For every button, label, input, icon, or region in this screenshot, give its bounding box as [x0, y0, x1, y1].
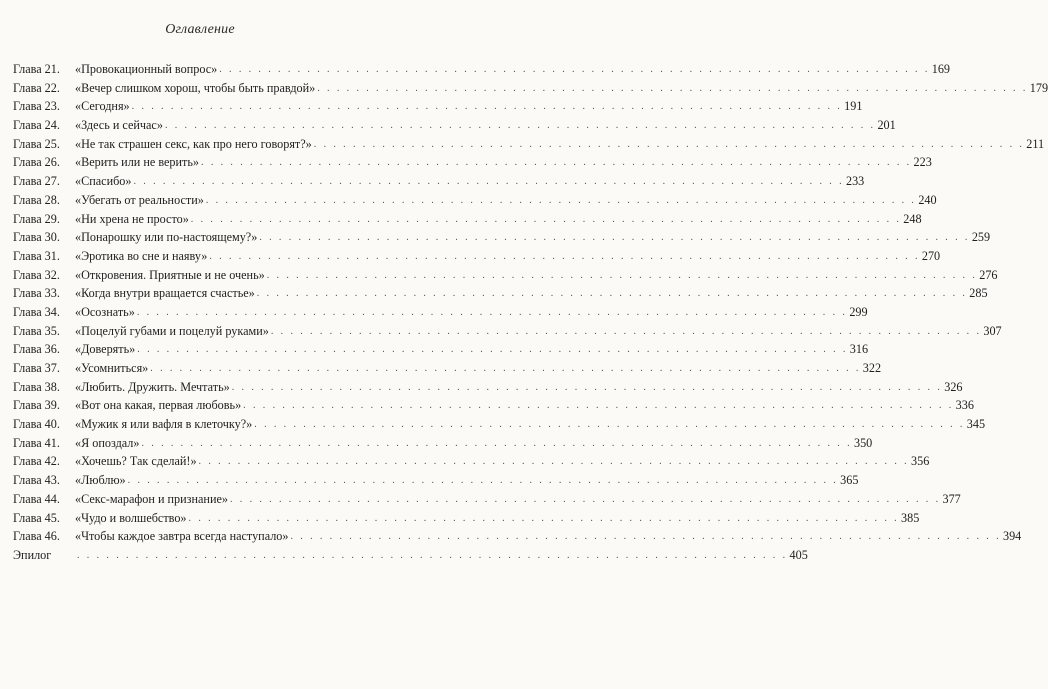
toc-entry-page: 326 [944, 379, 963, 394]
toc-entry-page: 248 [903, 211, 922, 226]
toc-entry-label: Глава 24. [13, 118, 60, 133]
toc-entry-page: 276 [979, 267, 998, 282]
toc-leader-dots [254, 416, 965, 435]
toc-entry-label: Глава 46. [13, 529, 60, 544]
toc-entry-title: «Сегодня» [75, 99, 130, 114]
toc-entry-page: 307 [983, 323, 1002, 338]
toc-leader-dots [137, 341, 848, 360]
toc-entry-page: 394 [1002, 529, 1022, 544]
toc-leader-dots [290, 528, 1001, 547]
toc-entry-chapter-30[interactable] [13, 228, 991, 247]
toc-entry-chapter-28[interactable] [13, 191, 937, 210]
toc-entry-chapter-21[interactable] [13, 60, 950, 79]
toc-entry-chapter-36[interactable] [13, 340, 869, 359]
toc-entry-page: 385 [901, 510, 920, 525]
toc-leader-dots [243, 397, 954, 416]
toc-entry-label: Глава 36. [13, 342, 60, 357]
toc-entry-chapter-43[interactable] [13, 471, 859, 490]
toc-entry-page: 270 [921, 248, 941, 263]
toc-entry-label: Глава 41. [13, 435, 60, 450]
toc-entry-chapter-44[interactable] [13, 490, 961, 509]
toc-entry-page: 299 [849, 304, 868, 319]
toc-leader-dots [267, 267, 978, 286]
toc-entry-chapter-22[interactable] [13, 79, 1048, 98]
toc-entry-title: «Здесь и сейчас» [75, 118, 163, 133]
toc-entry-label: Глава 42. [13, 454, 60, 469]
toc-entry-epilogue[interactable] [13, 546, 808, 565]
toc-entry-page: 259 [971, 230, 991, 245]
toc-entry-chapter-26[interactable] [13, 153, 932, 172]
toc-leader-dots [137, 304, 848, 323]
toc-entry-label: Глава 28. [13, 192, 60, 207]
toc-entry-chapter-37[interactable] [13, 359, 882, 378]
toc-entry-title: «Не так страшен секс, как про него говорят?» [75, 136, 312, 151]
toc-entry-title: «Я опоздал» [75, 435, 140, 450]
toc-leader-dots [199, 453, 910, 472]
toc-entry-chapter-29[interactable] [13, 210, 922, 229]
toc-entry-label: Глава 25. [13, 136, 60, 151]
toc-leader-dots [133, 173, 844, 192]
toc-leader-dots [206, 192, 917, 211]
toc-entry-label: Глава 22. [13, 80, 60, 95]
toc-leader-dots [271, 323, 982, 342]
toc-entry-chapter-34[interactable] [13, 303, 868, 322]
toc-entry-chapter-32[interactable] [13, 266, 998, 285]
toc-entry-title: «Спасибо» [75, 174, 132, 189]
toc-entry-title: «Мужик я или вафля в клеточку?» [75, 417, 253, 432]
toc-entry-title: «Ни хрена не просто» [75, 211, 189, 226]
toc-entry-title: «Хочешь? Так сделай!» [75, 454, 197, 469]
toc-entry-title: «Убегать от реальности» [75, 192, 204, 207]
toc-entry-page: 345 [966, 417, 986, 432]
table-of-contents [13, 60, 1048, 565]
toc-entry-title: «Любить. Дружить. Мечтать» [75, 379, 230, 394]
toc-entry-page: 336 [955, 398, 974, 413]
toc-entry-title: «Эротика во сне и наяву» [75, 248, 208, 263]
toc-entry-label: Глава 43. [13, 473, 60, 488]
toc-entry-page: 377 [942, 491, 961, 506]
toc-entry-chapter-41[interactable] [13, 434, 873, 453]
toc-entry-title: «Люблю» [75, 473, 126, 488]
toc-entry-page: 169 [931, 62, 950, 76]
toc-entry-chapter-45[interactable] [13, 509, 920, 528]
toc-entry-label: Глава 23. [13, 99, 60, 114]
toc-entry-label: Глава 45. [13, 510, 60, 525]
toc-entry-page: 191 [844, 99, 863, 114]
toc-entry-title: «Вот она какая, первая любовь» [75, 398, 242, 413]
toc-entry-chapter-35[interactable] [13, 322, 1002, 341]
toc-entry-label: Глава 21. [13, 62, 60, 76]
toc-entry-label: Глава 26. [13, 155, 60, 170]
toc-entry-chapter-24[interactable] [13, 116, 896, 135]
toc-entry-label: Глава 34. [13, 304, 60, 319]
toc-entry-label: Глава 44. [13, 491, 60, 506]
toc-entry-label: Глава 29. [13, 211, 60, 226]
toc-entry-title: «Вечер слишком хорош, чтобы быть правдой» [75, 80, 316, 95]
toc-entry-page: 316 [849, 342, 869, 357]
toc-entry-page: 365 [840, 473, 859, 488]
toc-entry-page: 240 [918, 192, 937, 207]
toc-entry-page: 211 [1026, 136, 1045, 151]
toc-entry-label: Глава 39. [13, 398, 60, 413]
toc-leader-dots [201, 154, 912, 173]
toc-entry-label: Глава 32. [13, 267, 60, 282]
toc-entry-page: 201 [877, 118, 896, 133]
toc-entry-chapter-33[interactable] [13, 284, 988, 303]
toc-entry-label: Глава 33. [13, 286, 60, 301]
toc-entry-label: Глава 30. [13, 230, 60, 245]
toc-entry-chapter-27[interactable] [13, 172, 865, 191]
toc-entry-title: «Провокационный вопрос» [75, 62, 218, 76]
toc-leader-dots [189, 510, 900, 529]
toc-leader-dots [191, 211, 902, 230]
toc-entry-page: 405 [789, 547, 808, 562]
page-title: Оглавление [165, 22, 235, 37]
toc-entry-title: «Усомниться» [75, 361, 149, 375]
toc-entry-title: «Доверять» [75, 342, 136, 357]
toc-leader-dots [230, 491, 941, 510]
toc-leader-dots [77, 547, 788, 566]
toc-entry-title: «Понарошку или по-настоящему?» [75, 230, 258, 245]
toc-entry-page: 322 [862, 361, 882, 375]
toc-entry-title: «Чудо и волшебство» [75, 510, 187, 525]
toc-leader-dots [141, 435, 852, 454]
toc-entry-label: Глава 40. [13, 417, 60, 432]
toc-entry-page: 223 [913, 155, 932, 170]
toc-entry-page: 285 [969, 286, 988, 301]
toc-entry-title: «Откровения. Приятные и не очень» [75, 267, 265, 282]
toc-entry-title: «Верить или не верить» [75, 155, 200, 170]
toc-leader-dots [257, 285, 968, 304]
toc-entry-chapter-39[interactable] [13, 396, 974, 415]
toc-entry-page: 350 [853, 435, 873, 450]
toc-leader-dots [259, 229, 970, 248]
toc-entry-chapter-42[interactable] [13, 452, 930, 471]
toc-leader-dots [232, 379, 943, 398]
toc-entry-chapter-25[interactable] [13, 135, 1045, 154]
toc-entry-label: Глава 37. [13, 361, 60, 375]
toc-entry-title: «Когда внутри вращается счастье» [75, 286, 255, 301]
toc-entry-chapter-40[interactable] [13, 415, 986, 434]
toc-leader-dots [219, 61, 930, 80]
toc-entry-title: «Секс-марафон и признание» [75, 491, 228, 506]
toc-leader-dots [150, 360, 861, 379]
toc-entry-title: «Осознать» [75, 304, 135, 319]
toc-leader-dots [317, 80, 1028, 99]
toc-entry-label: Глава 35. [13, 323, 60, 338]
toc-entry-title: «Чтобы каждое завтра всегда наступало» [75, 529, 289, 544]
toc-entry-label: Глава 38. [13, 379, 60, 394]
toc-entry-page: 233 [845, 174, 865, 189]
toc-entry-page: 179 [1029, 80, 1048, 95]
toc-entry-chapter-46[interactable] [13, 527, 1022, 546]
toc-leader-dots [132, 98, 843, 117]
toc-leader-dots [314, 136, 1025, 155]
toc-leader-dots [209, 248, 920, 267]
toc-entry-page: 356 [911, 454, 930, 469]
toc-entry-label: Глава 27. [13, 174, 60, 189]
toc-entry-chapter-38[interactable] [13, 378, 963, 397]
toc-entry-chapter-31[interactable] [13, 247, 941, 266]
toc-leader-dots [165, 117, 876, 136]
toc-entry-label: Эпилог [13, 547, 52, 562]
toc-leader-dots [128, 472, 839, 491]
toc-entry-title: «Поцелуй губами и поцелуй руками» [75, 323, 269, 338]
toc-entry-chapter-23[interactable] [13, 97, 863, 116]
toc-entry-label: Глава 31. [13, 248, 60, 263]
